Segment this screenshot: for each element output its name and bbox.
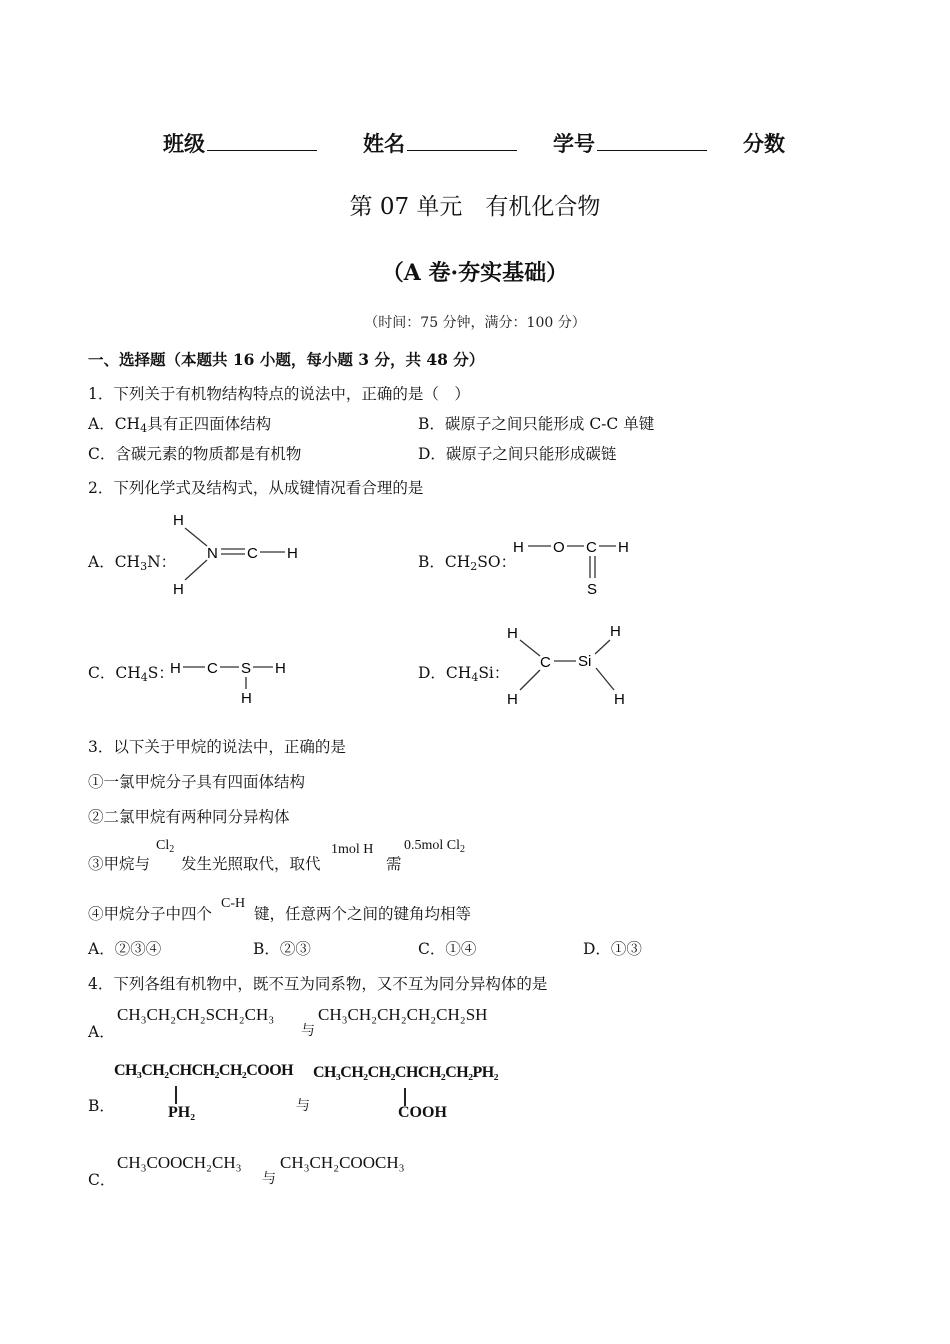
q2-a-post: N：: [147, 553, 177, 571]
q2-a-bond-1: [185, 528, 207, 546]
q4-c-with: 与: [262, 1171, 276, 1187]
q3-option-d[interactable]: D．①③: [583, 940, 642, 958]
q2-c-structure: [165, 652, 295, 710]
q2-a-text: A．CH: [88, 553, 141, 571]
q3-statement-1: ①一氯甲烷分子具有四面体结构: [88, 773, 306, 791]
q3-s3-need: 需: [386, 855, 402, 873]
q2-b-h-left: H: [513, 539, 524, 556]
q3-s3-amt-sub: 2: [460, 844, 466, 855]
q4-c-left: CH₃COOCH₂CH₃: [117, 1153, 242, 1172]
q3-stem: 3．以下关于甲烷的说法中，正确的是: [88, 738, 346, 756]
time-note: （时间：75 分钟，满分：100 分）: [364, 315, 586, 331]
q3-s4-bond: C-H: [221, 896, 246, 911]
q2-c-h-right: H: [275, 660, 286, 677]
q2-d-h-bl: H: [507, 691, 518, 708]
q2-c-text: C．CH: [88, 664, 141, 682]
section-heading: 一、选择题（本题共 16 小题，每小题 3 分，共 48 分）: [88, 350, 485, 369]
q4-stem: 4．下列各组有机物中，既不互为同系物，又不互为同分异构体的是: [88, 975, 548, 993]
q2-a-h-top: H: [173, 512, 184, 529]
q2-d-c: C: [540, 654, 551, 671]
q4-b-left-branch: PH₂: [168, 1104, 196, 1121]
q2-d-post: Si：: [478, 664, 510, 682]
q1-option-a[interactable]: [88, 412, 271, 435]
page-title: 第 07 单元 有机化合物: [349, 194, 601, 220]
q3-s3-cl-text: Cl: [156, 838, 170, 853]
class-label: 班级: [163, 131, 205, 156]
q4-option-b-label[interactable]: B．: [88, 1097, 115, 1115]
q2-d-sub: 4: [471, 671, 479, 684]
q2-c-h-bottom: H: [241, 690, 252, 707]
class-field: [163, 128, 317, 158]
q1-stem: 1．下列关于有机物结构特点的说法中，正确的是（ ）: [88, 385, 470, 403]
q2-b-o: O: [553, 539, 565, 556]
q3-s3-pre: ③甲烷与: [88, 855, 151, 873]
q4-b-right-branch: COOH: [398, 1104, 447, 1121]
q2-a-h-bottom: H: [173, 581, 184, 598]
q2-c-post: S：: [147, 664, 174, 682]
q2-d-bond-1: [520, 640, 540, 656]
name-field: [363, 128, 517, 158]
q4-b-right-main: CH₃CH₂CH₂CHCH₂CH₂PH₂: [313, 1064, 498, 1081]
q2-b-h-right: H: [618, 539, 629, 556]
q2-d-bond-2: [520, 670, 540, 690]
q2-b-structure: [508, 532, 638, 600]
q2-a-sub: 3: [140, 560, 148, 573]
q4-a-left: CH₃CH₂CH₂SCH₂CH₃: [117, 1005, 275, 1024]
q2-a-structure: [165, 508, 315, 600]
q4-b-left-bond: [175, 1086, 177, 1104]
q2-option-b[interactable]: [418, 550, 516, 573]
q4-a-right: CH₃CH₂CH₂CH₂CH₂SH: [318, 1005, 488, 1024]
q1-option-b[interactable]: B．碳原子之间只能形成 C-C 单键: [418, 415, 655, 433]
q3-s3-cl: [156, 838, 174, 855]
q2-d-text: D．CH: [418, 664, 472, 682]
q2-d-h-tr: H: [610, 623, 621, 640]
id-blank[interactable]: [597, 132, 707, 151]
q2-a-n: N: [207, 545, 218, 562]
q2-d-bond-4: [595, 640, 610, 654]
score-label: 分数: [743, 131, 785, 156]
q1-a-post: 具有正四面体结构: [147, 415, 272, 433]
q2-d-structure: [500, 620, 640, 712]
q4-option-c-label[interactable]: C．: [88, 1171, 116, 1189]
q1-a-sub: 4: [140, 422, 148, 435]
q2-b-c: C: [586, 539, 597, 556]
q4-c-right: CH₃CH₂COOCH₃: [280, 1153, 405, 1172]
q4-a-with: 与: [301, 1023, 315, 1039]
q4-b-left-main: CH₃CH₂CHCH₂CH₂COOH: [114, 1062, 294, 1079]
q2-c-s: S: [241, 660, 252, 677]
q2-d-h-tl: H: [507, 625, 518, 642]
q4-option-a-label[interactable]: A．: [88, 1023, 115, 1041]
q2-a-h-right: H: [287, 545, 298, 562]
name-blank[interactable]: [407, 132, 517, 151]
page-subtitle: （A 卷·夯实基础）: [381, 260, 569, 286]
q3-s3-cl-sub: 2: [169, 844, 175, 855]
q3-s4-post: 键，任意两个之间的键角均相等: [254, 905, 472, 923]
q2-c-h-left: H: [170, 660, 181, 677]
q2-option-c[interactable]: [88, 661, 174, 684]
q3-option-c[interactable]: C．①④: [418, 940, 477, 958]
q4-b-with: 与: [296, 1098, 310, 1114]
id-label: 学号: [553, 131, 595, 156]
q2-stem: 2．下列化学式及结构式，从成键情况看合理的是: [88, 479, 424, 497]
q2-b-sub: 2: [470, 560, 478, 573]
id-field: [553, 128, 707, 158]
q3-s3-h: 1mol H: [331, 842, 374, 857]
q1-option-c[interactable]: C．含碳元素的物质都是有机物: [88, 445, 302, 463]
q2-b-post: SO：: [477, 553, 517, 571]
q3-s3-mid: 发生光照取代，取代: [181, 855, 321, 873]
q2-c-c: C: [207, 660, 218, 677]
q2-d-si: Si: [578, 653, 592, 670]
q3-s3-amt-text: 0.5mol Cl: [404, 838, 461, 853]
q3-s4-pre: ④甲烷分子中四个: [88, 905, 213, 923]
q2-d-h-br: H: [614, 691, 625, 708]
q3-option-a[interactable]: A．②③④: [88, 940, 162, 958]
q2-option-a[interactable]: [88, 550, 176, 573]
q1-a-text: A．CH: [88, 415, 141, 433]
q3-s3-amt: [404, 838, 465, 855]
q2-option-d[interactable]: [418, 661, 509, 684]
q2-a-c: C: [247, 545, 258, 562]
q2-a-bond-2: [185, 560, 207, 580]
q2-b-text: B．CH: [418, 553, 471, 571]
q3-option-b[interactable]: B．②③: [253, 940, 311, 958]
q2-d-bond-5: [596, 668, 614, 690]
q3-statement-2: ②二氯甲烷有两种同分异构体: [88, 808, 290, 826]
q2-c-sub: 4: [140, 671, 148, 684]
name-label: 姓名: [363, 131, 405, 156]
class-blank[interactable]: [207, 132, 317, 151]
q1-option-d[interactable]: D．碳原子之间只能形成碳链: [418, 445, 617, 463]
q2-b-s: S: [587, 581, 598, 598]
